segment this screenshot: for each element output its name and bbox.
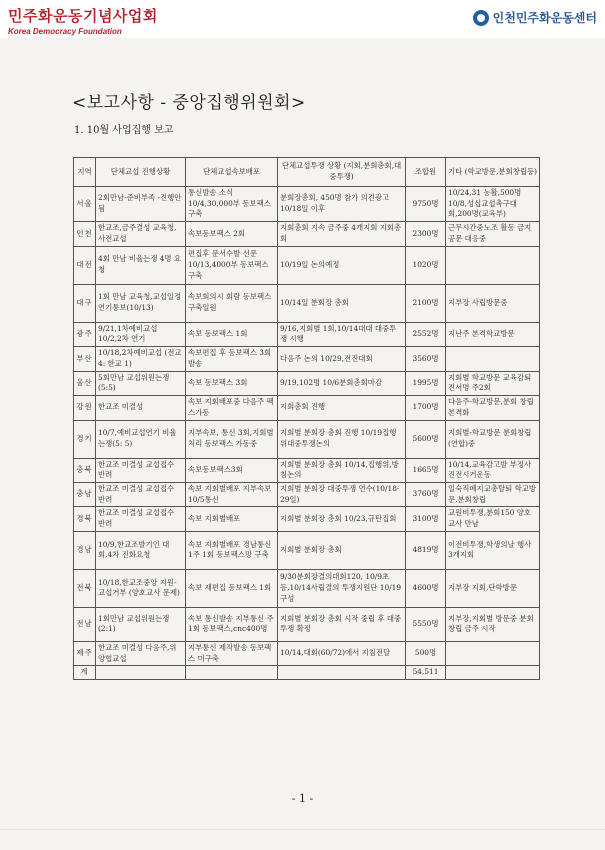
- cell-struggle: 9/19,102명 10/6분회총회마감: [278, 371, 406, 395]
- cell-members: 1020명: [406, 246, 446, 284]
- cell-members: 3100명: [406, 507, 446, 531]
- cell-bulletin: 통신발송 소식10/4,30,000부 동보팩스구축: [186, 187, 278, 222]
- cell-members: 9750명: [406, 187, 446, 222]
- cell-progress: 한교조 미결성 교섭접수 반려: [96, 458, 186, 482]
- table-row: [74, 641, 540, 665]
- cell-region: 제주: [74, 641, 96, 665]
- cell-region: 계: [74, 666, 96, 680]
- cell-struggle: 지회별 분회장 총회 시작 중립 후 대중투쟁 확정: [278, 607, 406, 641]
- cell-progress: 2회만남-준비부족 -진행안됨: [96, 187, 186, 222]
- scan-edge: [0, 829, 605, 830]
- cell-progress: 한교조 미결성: [96, 396, 186, 420]
- cell-members: 2100명: [406, 284, 446, 322]
- cell-etc: 이전비투쟁,학생의날 행사 3개지회: [446, 531, 540, 569]
- header-struggle: 단체교섭투쟁 상황 (지회,분회총회,대중투쟁): [278, 158, 406, 187]
- header-etc: 기타 (학교방문,분회창립등): [446, 158, 540, 187]
- cell-bulletin: 편집후 문서수발 선문10/13,4000부 동보팩스구축: [186, 246, 278, 284]
- cell-region: 전남: [74, 607, 96, 641]
- cell-members: 1700명: [406, 396, 446, 420]
- cell-etc: 10/24,31 농활,500명 10/8,성십교섭촉구대회,200명(교육부): [446, 187, 540, 222]
- cell-etc: [446, 666, 540, 680]
- cell-region: 전북: [74, 569, 96, 607]
- table-row: [74, 222, 540, 246]
- cell-progress: 10/7,예비교섭연기 비율는쟁(5: 5): [96, 420, 186, 458]
- cell-bulletin: 속보 지회별배포: [186, 507, 278, 531]
- table-row: [74, 284, 540, 322]
- cell-region: 충남: [74, 483, 96, 507]
- cell-progress: 10/18,한교조중앙 지원-교섭거부 (양호교사 문제): [96, 569, 186, 607]
- cell-etc: 다음주-학교방문,분회 창립 본격화: [446, 396, 540, 420]
- cell-struggle: 지회별 분회장 총회 10/23,규탄집회: [278, 507, 406, 531]
- cell-struggle: 지회별 분회장 총회 진행 10/19집행위대중투쟁논의: [278, 420, 406, 458]
- cell-progress: 한교조 미결성 다음주,위양협교섭: [96, 641, 186, 665]
- cell-members: 5550명: [406, 607, 446, 641]
- kdf-logo-korean: 민주화운동기념사업회: [8, 7, 158, 25]
- cell-etc: 근무시간중노조 활동 금지 공문 대응중: [446, 222, 540, 246]
- cell-members: 5600명: [406, 420, 446, 458]
- cell-struggle: 10/19일 논의예정: [278, 246, 406, 284]
- cell-etc: [446, 641, 540, 665]
- cell-progress: 10/9,한교조발기인 대회,4차 진화요청: [96, 531, 186, 569]
- cell-region: 광주: [74, 322, 96, 346]
- cell-region: 강원: [74, 396, 96, 420]
- cell-bulletin: 지부통신 제작발송 동보팩스 미구축: [186, 641, 278, 665]
- table-row: [74, 569, 540, 607]
- cell-bulletin: 속보편집 후 동보팩스 3회발송: [186, 347, 278, 371]
- cell-etc: 지부장,지회별 방문중 분회창립 금주 시작: [446, 607, 540, 641]
- cell-members: 1665명: [406, 458, 446, 482]
- cell-etc: 10/14,교육감고발 부정사진전시거운동: [446, 458, 540, 482]
- cell-struggle: 다음주 논의 10/29,전진대회: [278, 347, 406, 371]
- table-row: [74, 607, 540, 641]
- cell-members: 2552명: [406, 322, 446, 346]
- cell-members: 4819명: [406, 531, 446, 569]
- cell-struggle: 9/16,지회별 1회,10/14대대 대중투쟁 시행: [278, 322, 406, 346]
- table-row: [74, 322, 540, 346]
- cell-etc: 지회별 학교방문 교육감퇴진서명 주2회: [446, 371, 540, 395]
- table-row: [74, 483, 540, 507]
- cell-region: 충북: [74, 458, 96, 482]
- cell-struggle: 10/14일 분회장 총회: [278, 284, 406, 322]
- cell-region: 경남: [74, 531, 96, 569]
- cell-region: 경기: [74, 420, 96, 458]
- table-row: [74, 187, 540, 222]
- kdf-logo: [8, 5, 158, 36]
- cell-region: 대구: [74, 284, 96, 322]
- cell-bulletin: 속보동보팩스3회: [186, 458, 278, 482]
- page-title: <보고사항 - 중앙집행위원회>: [72, 93, 306, 113]
- cell-bulletin: [186, 666, 278, 680]
- cell-struggle: 분회장총회, 450명 참가 의견광고 10/18일 이후: [278, 187, 406, 222]
- cell-etc: 지회별-학교방문 분회창립(연합)중: [446, 420, 540, 458]
- cell-progress: 9/21,1차예비교섭 10/2,2차 연기: [96, 322, 186, 346]
- cell-etc: 지부장 사립방문중: [446, 284, 540, 322]
- cell-region: 울산: [74, 371, 96, 395]
- cell-members: 2300명: [406, 222, 446, 246]
- cell-struggle: 지회별 분회장 대중투쟁 연수(10/18-29일): [278, 483, 406, 507]
- table-row: [74, 371, 540, 395]
- cell-bulletin: 속보 지회별배포 경남통신 1주 1회 동보팩스망 구축: [186, 531, 278, 569]
- cell-etc: 일숙직폐지교총탈퇴 학교방문,분회창립: [446, 483, 540, 507]
- cell-struggle: 10/14,대회(60/72)에서 지침전달: [278, 641, 406, 665]
- cell-etc: 지부장 지회,단학방문: [446, 569, 540, 607]
- cell-bulletin: 속보 동보팩스 1회: [186, 322, 278, 346]
- cell-struggle: 지회총회 진행: [278, 396, 406, 420]
- cell-progress: 5회만남 교섭위원는쟁(5:5): [96, 371, 186, 395]
- cell-progress: 1회만남 교섭위원는쟁(2:1): [96, 607, 186, 641]
- cell-progress: 1회 만남 교육청,교섭일정 연기통보(10/13): [96, 284, 186, 322]
- header-members: 조합원: [406, 158, 446, 187]
- header-progress: 단체교섭 진행상황: [96, 158, 186, 187]
- cell-members: 3760명: [406, 483, 446, 507]
- incheon-center-logo-text: 인천민주화운동센터: [492, 11, 597, 25]
- cell-members: 500명: [406, 641, 446, 665]
- cell-region: 인천: [74, 222, 96, 246]
- cell-bulletin: 속보동보팩스 2회: [186, 222, 278, 246]
- report-table: [73, 157, 540, 680]
- table-row: [74, 507, 540, 531]
- cell-progress: 한교조 미결성 교섭접수 반려: [96, 507, 186, 531]
- cell-etc: [446, 246, 540, 284]
- incheon-center-mark-icon: [473, 10, 489, 26]
- section-title: 1. 10월 사업집행 보고: [74, 125, 174, 136]
- cell-bulletin: 속보 동보팩스 3회: [186, 371, 278, 395]
- cell-progress: 10/18,2차예비교섭 (전교 4: 한교 1): [96, 347, 186, 371]
- cell-members: 3560명: [406, 347, 446, 371]
- report-table-body: [74, 187, 540, 680]
- header-region: 지역: [74, 158, 96, 187]
- cell-bulletin: 속보 지회별배포 지부속보10/5통신: [186, 483, 278, 507]
- page-number: - 1 -: [291, 792, 314, 805]
- cell-members: 1995명: [406, 371, 446, 395]
- cell-struggle: 지회별 분회장 총회 10/14,집행위,방침논의: [278, 458, 406, 482]
- table-header-row: [74, 158, 540, 187]
- cell-etc: [446, 347, 540, 371]
- table-row: [74, 396, 540, 420]
- cell-bulletin: 속보회의시 회람 동보팩스구축일원: [186, 284, 278, 322]
- table-row: [74, 420, 540, 458]
- cell-bulletin: 속보 재편집 동보팩스 1회: [186, 569, 278, 607]
- header-bulletin: 단체교섭속보배포: [186, 158, 278, 187]
- cell-region: 서울: [74, 187, 96, 222]
- cell-progress: 4회 만남 비율는쟁 4명 요청: [96, 246, 186, 284]
- cell-progress: 한교조 미결성 교섭접수 반려: [96, 483, 186, 507]
- table-row: [74, 531, 540, 569]
- incheon-center-logo: [473, 9, 597, 26]
- table-row: [74, 666, 540, 680]
- cell-members: 54,511: [406, 666, 446, 680]
- cell-progress: [96, 666, 186, 680]
- cell-struggle: [278, 666, 406, 680]
- cell-struggle: 9/30분회장결의대회120, 10/9초등,10/14사립결의 투쟁지원단 10/19구성: [278, 569, 406, 607]
- kdf-logo-english: Korea Democracy Foundation: [8, 27, 122, 36]
- cell-region: 대전: [74, 246, 96, 284]
- archive-header: [0, 0, 605, 38]
- cell-region: 경북: [74, 507, 96, 531]
- cell-struggle: 지회별 분회장 총회: [278, 531, 406, 569]
- cell-struggle: 지회총회 지속 금주중 4개지회 지회총회: [278, 222, 406, 246]
- cell-bulletin: 속보 통신발송 지부통신 주1회 동보팩스,cnc400명: [186, 607, 278, 641]
- cell-bulletin: 속보 지회배포중 다음주 팩스가동: [186, 396, 278, 420]
- cell-bulletin: 지부속보, 통신 3회,지회별 처리 동보팩스 가동중: [186, 420, 278, 458]
- table-row: [74, 458, 540, 482]
- cell-region: 부산: [74, 347, 96, 371]
- table-row: [74, 347, 540, 371]
- cell-etc: 지난주 본격학교방문: [446, 322, 540, 346]
- cell-etc: 교원비투쟁,분회150 양호교사 만남: [446, 507, 540, 531]
- cell-progress: 한교조,금주결성 교육청,사전교섭: [96, 222, 186, 246]
- cell-members: 4600명: [406, 569, 446, 607]
- table-row: [74, 246, 540, 284]
